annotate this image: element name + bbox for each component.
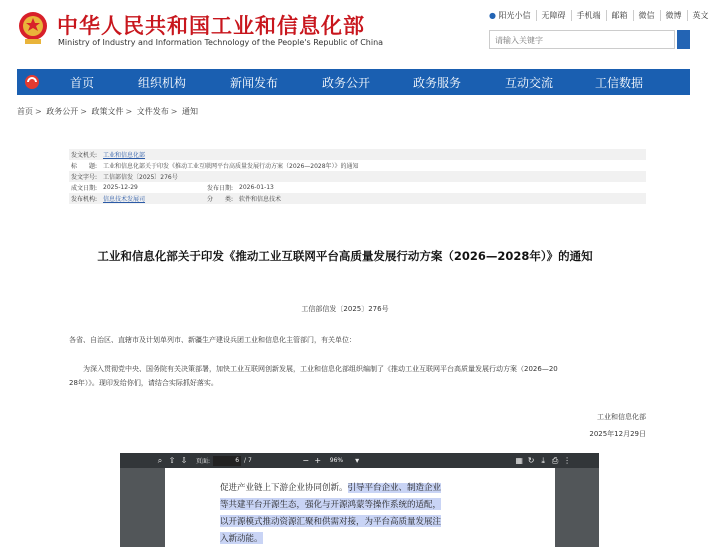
utility-links bbox=[489, 10, 714, 21]
pdf-text-highlight[interactable]: 等共建平台开源生态，强化与开源鸿蒙等操作系统的适配， bbox=[220, 500, 442, 510]
chevron-down-icon[interactable]: ▾ bbox=[355, 456, 360, 465]
print-icon[interactable]: ⎙ bbox=[551, 455, 559, 465]
info-row-title bbox=[69, 160, 646, 171]
doc-number-value: 工信部信发〔2025〕276号 bbox=[103, 174, 178, 181]
arrow-down-icon[interactable]: ⇩ bbox=[180, 456, 188, 465]
zoom-out-icon[interactable]: − bbox=[302, 456, 310, 465]
written-date-value: 2025-12-29 bbox=[103, 184, 138, 191]
nav-item-data[interactable]: 工信数据 bbox=[594, 75, 643, 90]
site-header bbox=[0, 0, 709, 62]
info-row-issuer bbox=[69, 149, 646, 160]
article-body-line: 28年）》。现印发给你们，请结合实际抓好落实。 bbox=[69, 379, 218, 387]
national-emblem-icon[interactable] bbox=[17, 10, 49, 46]
breadcrumb: 首页 > 政务公开 > 政策文件 > 文件发布 > 通知 bbox=[17, 107, 198, 116]
issuer-label: 发文机关: bbox=[71, 152, 98, 159]
util-link-accessibility[interactable]: 无障碍 bbox=[536, 10, 571, 21]
nav-item-interaction[interactable]: 互动交流 bbox=[504, 75, 553, 90]
signature-date: 2025年12月29日 bbox=[589, 430, 646, 438]
title-label: 标 题: bbox=[71, 163, 98, 170]
article-body-line: 为深入贯彻党中央、国务院有关决策部署，加快工业互联网创新发展，工业和信息化部组织编制了《推动工业互联网平台高质量发展行动方案（2026—20 bbox=[83, 365, 558, 373]
rotate-icon[interactable]: ↻ bbox=[527, 456, 535, 465]
arrow-up-icon[interactable]: ⇧ bbox=[168, 456, 176, 465]
download-icon[interactable]: ⤓ bbox=[541, 455, 545, 465]
breadcrumb-policy[interactable]: 政策文件 bbox=[91, 107, 124, 116]
signature-org: 工业和信息化部 bbox=[597, 413, 646, 421]
nav-item-news[interactable]: 新闻发布 bbox=[229, 75, 278, 90]
pdf-text-segment: 促进产业链上下游企业协同创新。 bbox=[220, 483, 348, 493]
page-label: 页面: bbox=[196, 458, 211, 465]
util-link-weibo[interactable]: 微博 bbox=[660, 10, 687, 21]
document-info-table bbox=[69, 149, 646, 204]
site-subtitle: Ministry of Industry and Information Technology of the People's Republic of China bbox=[58, 38, 384, 47]
org-label: 发布机构: bbox=[71, 196, 98, 203]
page-total: / 7 bbox=[244, 457, 252, 464]
written-date-label: 成文日期: bbox=[71, 185, 98, 192]
util-link-mail[interactable]: 邮箱 bbox=[606, 10, 633, 21]
info-row-dates bbox=[69, 182, 646, 193]
util-link-english[interactable]: 英文 bbox=[687, 10, 714, 21]
pdf-text-highlight[interactable]: 入新动能。 bbox=[220, 534, 263, 544]
article-body bbox=[69, 362, 646, 390]
page-number-input[interactable]: 6 bbox=[213, 456, 241, 466]
issuer-value[interactable]: 工业和信息化部 bbox=[103, 152, 146, 159]
breadcrumb-publish[interactable]: 文件发布 bbox=[136, 107, 169, 116]
doc-number-label: 发文字号: bbox=[71, 174, 98, 181]
article-doc-number: 工信部信发〔2025〕276号 bbox=[301, 305, 389, 313]
search-button[interactable] bbox=[677, 30, 690, 49]
breadcrumb-gov-open[interactable]: 政务公开 bbox=[46, 107, 79, 116]
article-signature bbox=[589, 409, 646, 443]
breadcrumb-notice[interactable]: 通知 bbox=[182, 107, 198, 116]
publish-date-value: 2026-01-13 bbox=[239, 184, 274, 191]
nav-item-home[interactable]: 首页 bbox=[69, 75, 94, 90]
pdf-text-highlight[interactable]: 引导平台企业、制造企业 bbox=[347, 483, 442, 493]
pdf-text-highlight[interactable]: 以开源模式推动资源汇聚和供需对接，为平台高质量发展注 bbox=[220, 517, 442, 527]
zoom-level[interactable]: 96% bbox=[329, 457, 344, 464]
article-title: 工业和信息化部关于印发《推动工业互联网平台高质量发展行动方案（2026—2028年）》的通知 bbox=[97, 249, 593, 263]
main-nav bbox=[17, 69, 690, 95]
org-value[interactable]: 信息技术发展司 bbox=[103, 196, 146, 203]
util-link-mobile[interactable]: 手机端 bbox=[571, 10, 606, 21]
person-icon: ● bbox=[489, 11, 496, 20]
pdf-viewer[interactable] bbox=[120, 453, 599, 547]
article-addressee: 各省、自治区、直辖市及计划单列市、新疆生产建设兵团工业和信息化主管部门，有关单位： bbox=[69, 336, 356, 344]
search-input[interactable]: 请输入关键字 bbox=[489, 30, 675, 49]
util-link-sunshine[interactable]: ● 阳光小信 bbox=[489, 11, 531, 20]
search-icon[interactable]: ⌕ bbox=[157, 455, 163, 465]
publish-date-label: 发布日期: bbox=[207, 185, 234, 192]
nav-item-services[interactable]: 政务服务 bbox=[412, 75, 461, 90]
nav-item-organization[interactable]: 组织机构 bbox=[137, 75, 186, 90]
pdf-page bbox=[165, 468, 555, 547]
category-value: 软件和信息技术 bbox=[239, 196, 282, 203]
zoom-in-icon[interactable]: + bbox=[314, 456, 322, 465]
pdf-text-line bbox=[220, 481, 441, 493]
nav-logo-icon[interactable] bbox=[17, 69, 47, 95]
breadcrumb-home[interactable]: 首页 bbox=[17, 107, 33, 116]
site-title[interactable]: 中华人民共和国工业和信息化部 bbox=[57, 14, 365, 38]
category-label: 分 类: bbox=[207, 196, 234, 203]
pdf-toolbar bbox=[120, 453, 599, 468]
info-row-org bbox=[69, 193, 646, 204]
title-value: 工业和信息化部关于印发《推动工业互联网平台高质量发展行动方案（2026—2028年）》的通知 bbox=[103, 163, 359, 170]
more-icon[interactable]: ⋮ bbox=[563, 456, 572, 465]
nav-item-government-affairs[interactable]: 政务公开 bbox=[321, 75, 370, 90]
util-link-wechat[interactable]: 微信 bbox=[633, 10, 660, 21]
fit-page-icon[interactable]: ▦ bbox=[515, 456, 523, 465]
info-row-doc-number bbox=[69, 171, 646, 182]
